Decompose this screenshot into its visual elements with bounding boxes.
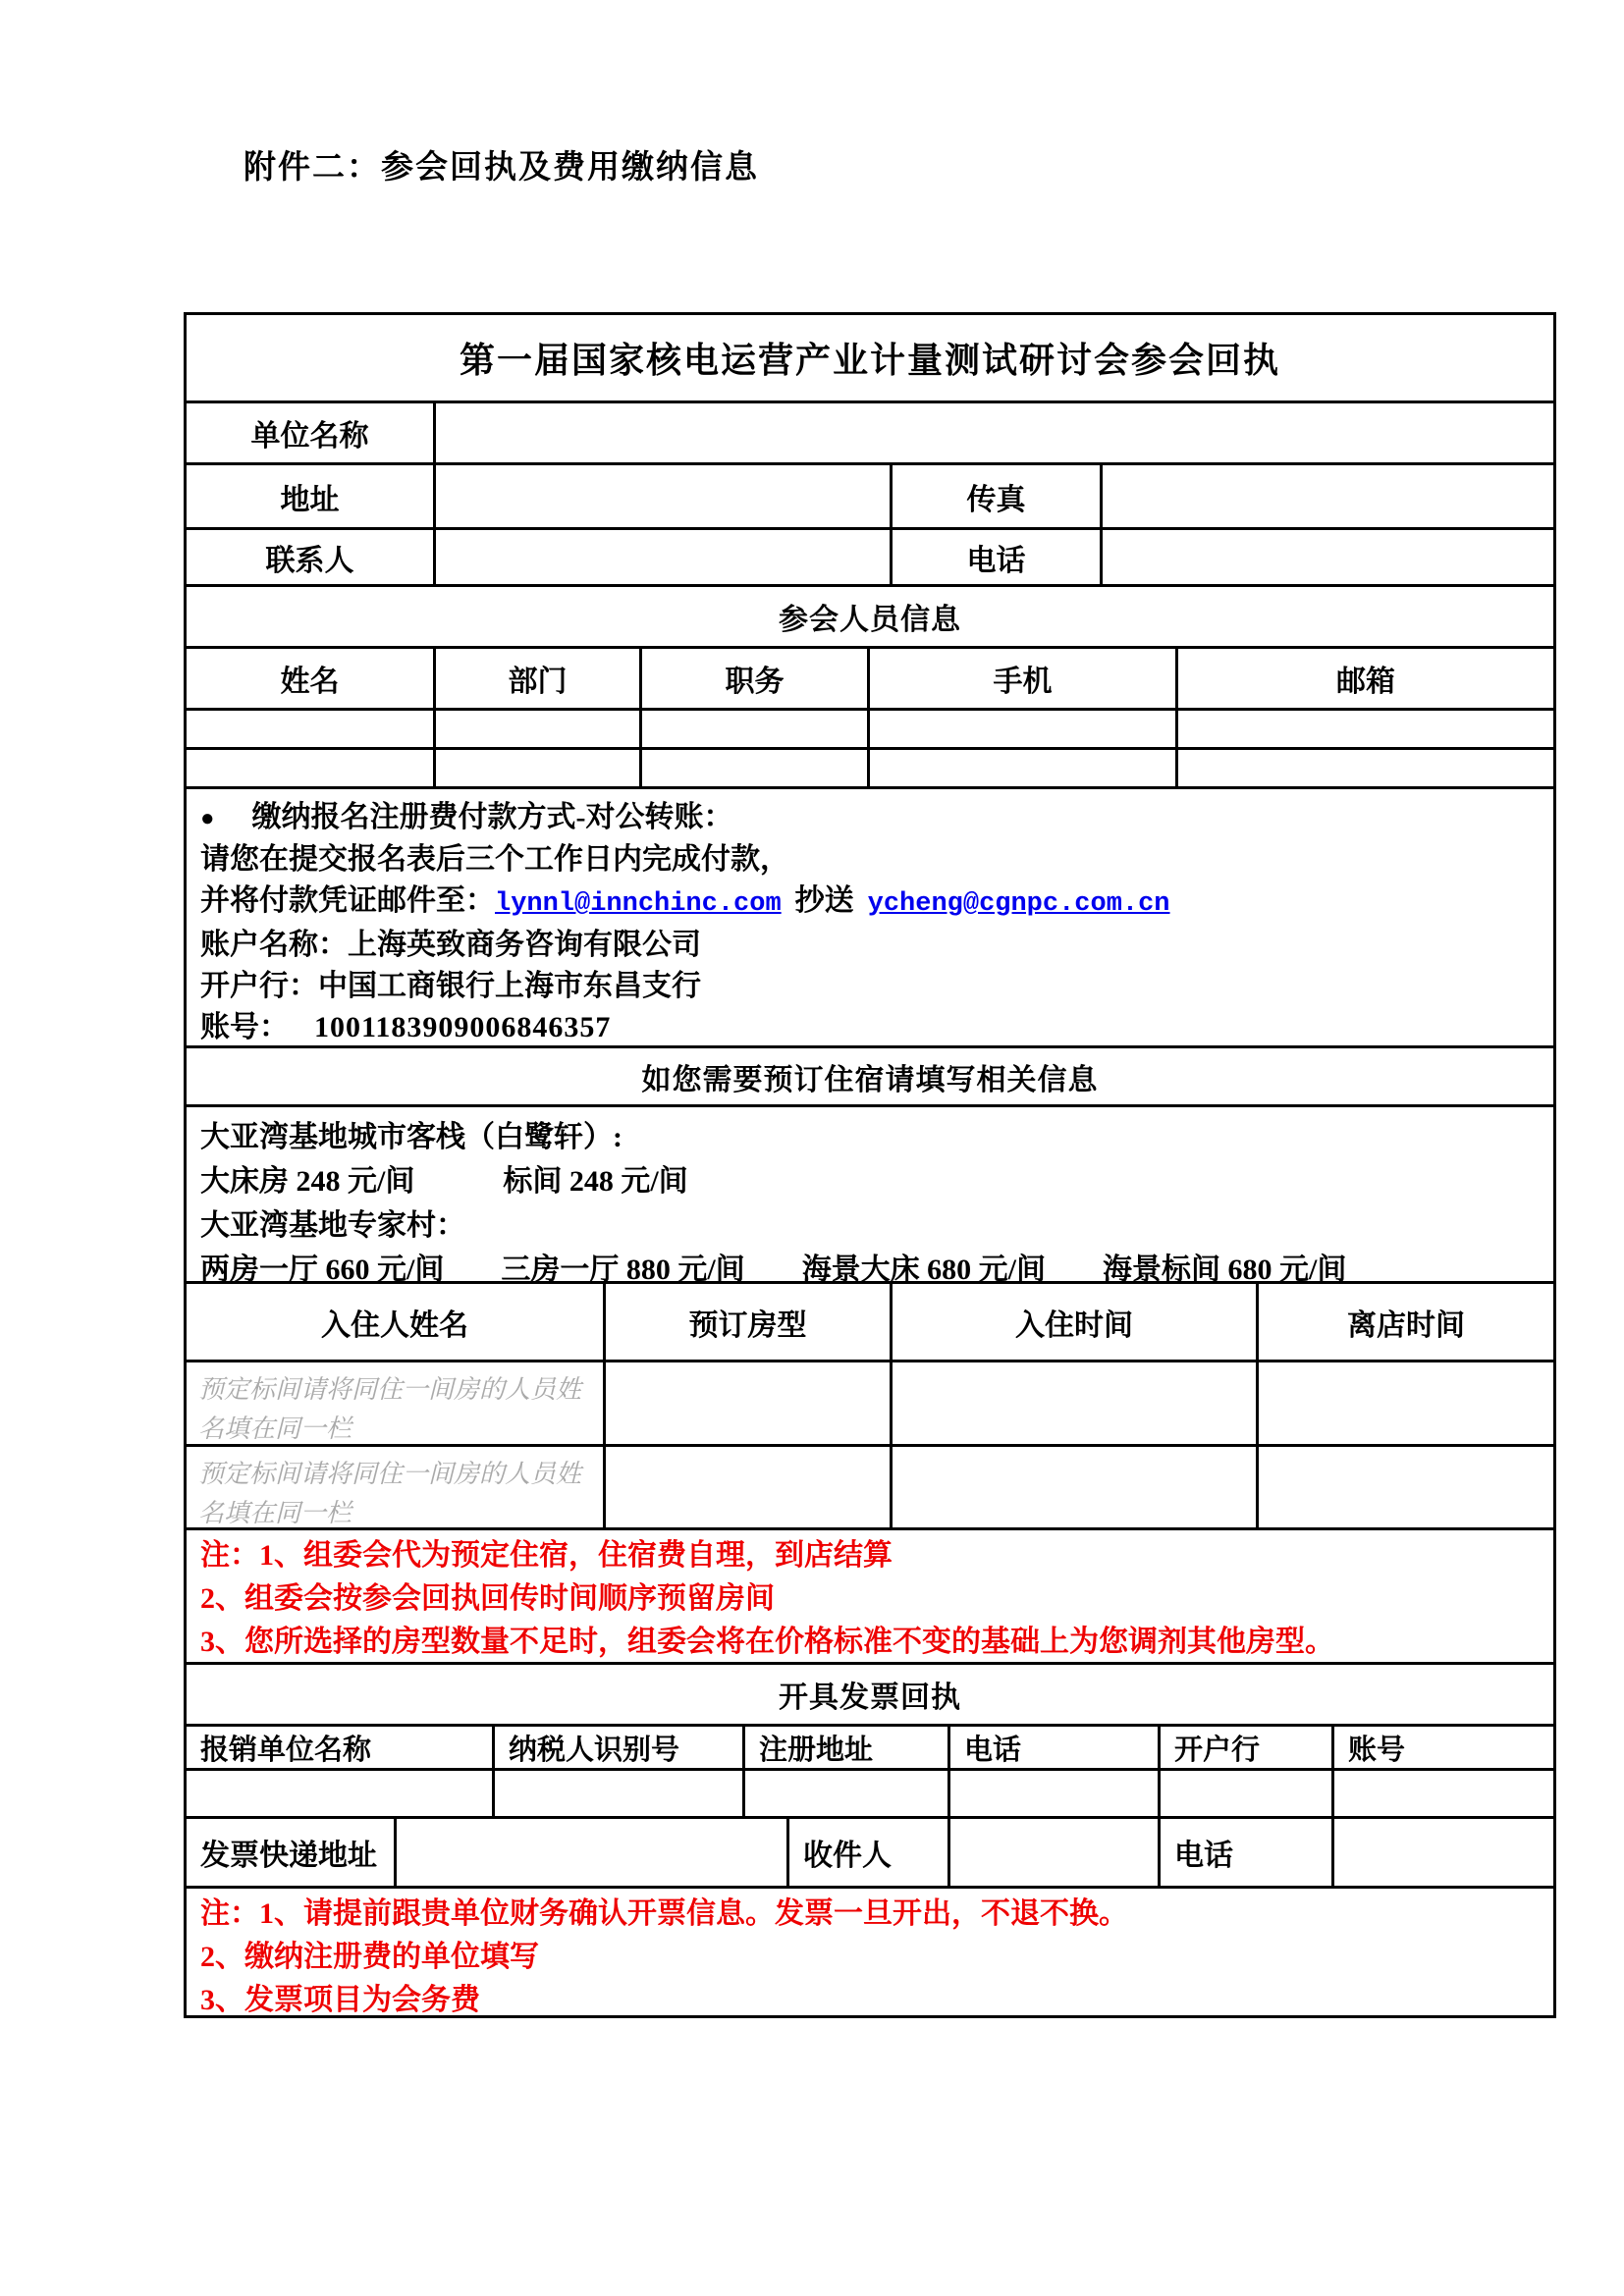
phone-label: 电话 xyxy=(890,530,1100,584)
col-name: 姓名 xyxy=(280,666,340,698)
payment-email-link[interactable]: lynnl@innchinc.com xyxy=(495,889,782,919)
bank-line: 开户行：中国工商银行上海市东昌支行 xyxy=(200,970,701,1002)
col-department: 部门 xyxy=(433,649,639,708)
hotel-note-1: 注：1、组委会代为预定住宿，住宿费自理，到店结算 xyxy=(200,1539,893,1572)
village-price-seaview-twin: 海景标间 680 元/间 xyxy=(1103,1254,1347,1286)
table-header-row xyxy=(187,315,1553,400)
col-invoice-account: 账号 xyxy=(1331,1727,1553,1768)
delivery-phone-label: 电话 xyxy=(1158,1819,1331,1886)
village-price-3room: 三房一厅 880 元/间 xyxy=(501,1254,745,1286)
invoice-phone-cell[interactable] xyxy=(947,1771,1158,1816)
payment-title: 缴纳报名注册费付款方式-对公转账： xyxy=(251,801,733,833)
invoice-delivery-row xyxy=(187,1816,1553,1886)
hotel-prices-cell xyxy=(187,1107,1553,1286)
col-registered-address: 注册地址 xyxy=(742,1727,947,1768)
village-price-seaview-king: 海景大床 680 元/间 xyxy=(801,1254,1047,1286)
attendees-section-title: 参会人员信息 xyxy=(779,604,961,636)
col-position: 职务 xyxy=(639,649,867,708)
attendee1-mobile-cell[interactable] xyxy=(867,711,1175,747)
payment-title-line xyxy=(200,797,1170,839)
invoice-account-cell[interactable] xyxy=(1331,1771,1553,1816)
col-mobile: 手机 xyxy=(867,649,1175,708)
address-label: 地址 xyxy=(280,483,340,516)
checkin-cell-2[interactable] xyxy=(890,1447,1256,1527)
delivery-address-cell[interactable] xyxy=(394,1819,786,1886)
col-email: 邮箱 xyxy=(1175,649,1553,708)
col-invoice-company: 报销单位名称 xyxy=(200,1734,372,1766)
registration-form-table xyxy=(184,312,1556,2018)
company-row xyxy=(187,400,1553,462)
fax-label: 传真 xyxy=(890,465,1100,527)
col-room-type: 预订房型 xyxy=(603,1284,890,1360)
hotel-notes-row xyxy=(187,1527,1553,1662)
hotel-notes-cell xyxy=(187,1530,1553,1662)
invoice-notes-cell xyxy=(187,1889,1553,2015)
hotel-notes-block xyxy=(187,1530,1348,1664)
attendee2-email-cell[interactable] xyxy=(1175,750,1553,786)
col-invoice-phone: 电话 xyxy=(947,1727,1158,1768)
account-name-line: 账户名称：上海英致商务咨询有限公司 xyxy=(200,929,701,961)
company-label: 单位名称 xyxy=(250,420,369,453)
hotel-section-title: 如您需要预订住宿请填写相关信息 xyxy=(641,1063,1099,1096)
invoice-bank-cell[interactable] xyxy=(1158,1771,1331,1816)
invoice-note-3: 3、发票项目为会务费 xyxy=(200,1984,480,2016)
inn-price-twin: 标间 248 元/间 xyxy=(503,1165,688,1198)
room-type-cell-2[interactable] xyxy=(603,1447,890,1527)
hotel-booking-row-2 xyxy=(187,1444,1553,1527)
village-title-line: 大亚湾基地专家村： xyxy=(200,1209,465,1242)
contact-phone-row xyxy=(187,527,1553,584)
checkout-cell-1[interactable] xyxy=(1256,1362,1553,1444)
recipient-cell[interactable] xyxy=(947,1819,1158,1886)
col-guest-name: 入住人姓名 xyxy=(321,1308,468,1342)
col-checkin-time: 入住时间 xyxy=(890,1284,1256,1360)
invoice-address-cell[interactable] xyxy=(742,1771,947,1816)
contact-input-cell[interactable] xyxy=(433,530,890,584)
col-invoice-bank: 开户行 xyxy=(1158,1727,1331,1768)
form-title: 第一届国家核电运营产业计量测试研讨会参会回执 xyxy=(459,341,1280,380)
address-input-cell[interactable] xyxy=(433,465,890,527)
guest-name-cell-2[interactable]: 预定标间请将同住一间房的人员姓名填在同一栏 xyxy=(198,1460,582,1527)
payment-cc-email-link[interactable]: ycheng@cgnpc.com.cn xyxy=(867,889,1170,919)
hotel-prices-row xyxy=(187,1104,1553,1286)
inn-title-line: 大亚湾基地城市客栈（白鹭轩）: xyxy=(200,1121,623,1153)
attendee1-department-cell[interactable] xyxy=(433,711,639,747)
attendee-row-2 xyxy=(187,747,1553,786)
payment-info-cell xyxy=(187,789,1553,1045)
account-number-line xyxy=(200,1007,1170,1048)
guest-name-cell-1[interactable]: 预定标间请将同住一间房的人员姓名填在同一栏 xyxy=(198,1375,582,1443)
document-title: 附件二：参会回执及费用缴纳信息 xyxy=(244,150,759,186)
checkin-cell-1[interactable] xyxy=(890,1362,1256,1444)
col-tax-id: 纳税人识别号 xyxy=(492,1727,742,1768)
phone-input-cell[interactable] xyxy=(1100,530,1553,584)
hotel-note-3: 3、您所选择的房型数量不足时，组委会将在价格标准不变的基础上为您调剂其他房型。 xyxy=(200,1626,1334,1658)
address-fax-row xyxy=(187,462,1553,527)
inn-price-king: 大床房 248 元/间 xyxy=(200,1165,415,1198)
contact-label: 联系人 xyxy=(265,544,354,577)
attendees-columns-row xyxy=(187,646,1553,708)
payment-deadline-line: 请您在提交报名表后三个工作日内完成付款， xyxy=(200,843,789,876)
col-checkout-time: 离店时间 xyxy=(1256,1284,1553,1360)
attendees-section-row xyxy=(187,584,1553,646)
hotel-note-2: 2、组委会按参会回执回传时间顺序预留房间 xyxy=(200,1582,775,1615)
delivery-address-label: 发票快递地址 xyxy=(200,1840,377,1872)
company-input-cell[interactable] xyxy=(433,403,1553,462)
invoice-company-cell[interactable] xyxy=(187,1771,492,1816)
invoice-notes-row xyxy=(187,1886,1553,2015)
hotel-columns-row xyxy=(187,1281,1553,1360)
invoice-section-row xyxy=(187,1662,1553,1724)
attendee2-name-cell[interactable] xyxy=(187,750,433,786)
account-number: 1001183909006846357 xyxy=(314,1011,612,1043)
invoice-notes-block xyxy=(187,1889,1142,2022)
bullet-icon: ● xyxy=(200,806,215,831)
attendee2-department-cell[interactable] xyxy=(433,750,639,786)
fax-input-cell[interactable] xyxy=(1100,465,1553,527)
account-number-label: 账号： xyxy=(200,1011,289,1043)
recipient-label: 收件人 xyxy=(786,1819,947,1886)
invoice-note-1: 注：1、请提前跟贵单位财务确认开票信息。发票一旦开出，不退不换。 xyxy=(200,1897,1128,1930)
attendee-row-1 xyxy=(187,708,1553,747)
invoice-note-2: 2、缴纳注册费的单位填写 xyxy=(200,1941,539,1973)
attendee2-mobile-cell[interactable] xyxy=(867,750,1175,786)
checkout-cell-2[interactable] xyxy=(1256,1447,1553,1527)
room-type-cell-1[interactable] xyxy=(603,1362,890,1444)
attendee2-position-cell[interactable] xyxy=(639,750,867,786)
hotel-booking-row-1 xyxy=(187,1360,1553,1444)
invoice-input-row xyxy=(187,1768,1553,1816)
attendee1-name-cell[interactable] xyxy=(187,711,433,747)
hotel-section-row xyxy=(187,1045,1553,1104)
village-price-2room: 两房一厅 660 元/间 xyxy=(200,1254,445,1286)
hotel-prices-block xyxy=(187,1107,1360,1292)
payment-email-line xyxy=(200,881,1170,925)
inn-prices-line xyxy=(200,1159,1346,1203)
payment-info-row xyxy=(187,786,1553,1045)
delivery-phone-cell[interactable] xyxy=(1331,1819,1553,1886)
payment-info-block xyxy=(187,789,1184,1048)
payment-email-prefix: 并将付款凭证邮件至： xyxy=(200,884,495,917)
invoice-columns-row xyxy=(187,1724,1553,1768)
attendee1-email-cell[interactable] xyxy=(1175,711,1553,747)
invoice-tax-id-cell[interactable] xyxy=(492,1771,742,1816)
attendee1-position-cell[interactable] xyxy=(639,711,867,747)
invoice-section-title: 开具发票回执 xyxy=(779,1682,961,1714)
payment-cc-label: 抄送 xyxy=(794,884,854,917)
